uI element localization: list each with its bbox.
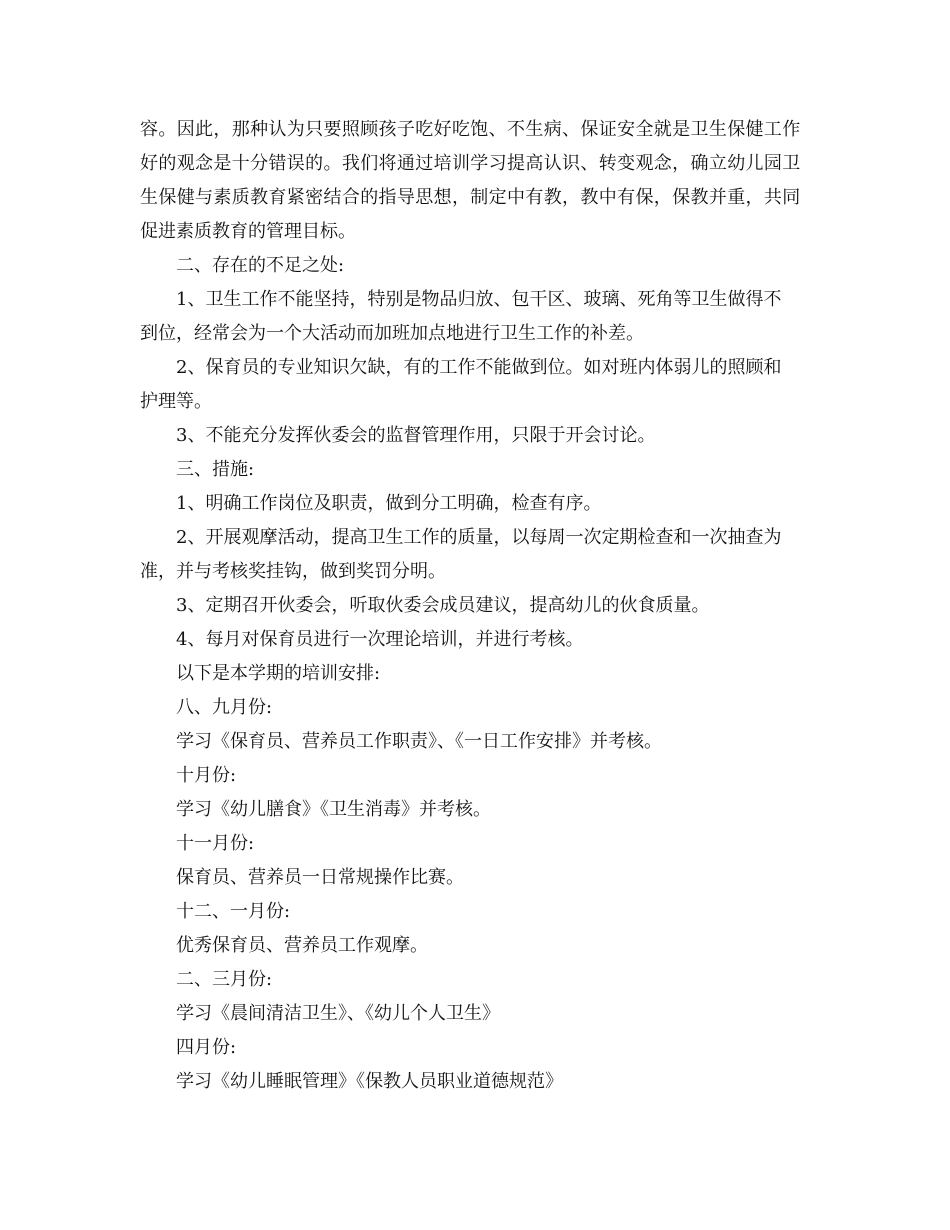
paragraph-line: 促进素质教育的管理目标。 xyxy=(140,221,356,242)
section-heading: 三、措施: xyxy=(176,459,255,480)
paragraph-line: 1、明确工作岗位及职责，做到分工明确，检查有序。 xyxy=(176,493,602,514)
schedule-month: 八、九月份: xyxy=(176,697,273,718)
paragraph-line: 1、卫生工作不能坚持，特别是物品归放、包干区、玻璃、死角等卫生做得不 xyxy=(176,289,782,310)
paragraph-line: 3、不能充分发挥伙委会的监督管理作用，只限于开会讨论。 xyxy=(176,425,656,446)
schedule-item: 学习《幼儿膳食》《卫生消毒》并考核。 xyxy=(176,799,491,820)
paragraph-line: 3、定期召开伙委会，听取伙委会成员建议，提高幼儿的伙食质量。 xyxy=(176,595,710,616)
schedule-item: 保育员、营养员一日常规操作比赛。 xyxy=(176,867,464,888)
schedule-item: 优秀保育员、营养员工作观摩。 xyxy=(176,935,428,956)
paragraph-line: 以下是本学期的培训安排: xyxy=(176,663,381,684)
paragraph-line: 容。因此，那种认为只要照顾孩子吃好吃饱、不生病、保证安全就是卫生保健工作 xyxy=(140,119,801,140)
schedule-item: 学习《幼儿睡眠管理》《保教人员职业道德规范》 xyxy=(176,1071,563,1092)
paragraph-line: 2、保育员的专业知识欠缺，有的工作不能做到位。如对班内体弱儿的照顾和 xyxy=(176,357,782,378)
schedule-month: 十一月份: xyxy=(176,833,255,854)
paragraph-line: 护理等。 xyxy=(140,391,212,412)
paragraph-line: 生保健与素质教育紧密结合的指导思想，制定中有教，教中有保，保教并重，共同 xyxy=(140,187,801,208)
paragraph-line: 准，并与考核奖挂钩，做到奖罚分明。 xyxy=(140,561,446,582)
section-heading: 二、存在的不足之处: xyxy=(176,255,345,276)
schedule-month: 四月份: xyxy=(176,1037,237,1058)
schedule-month: 二、三月份: xyxy=(176,969,273,990)
schedule-month: 十月份: xyxy=(176,765,237,786)
paragraph-line: 到位，经常会为一个大活动而加班加点地进行卫生工作的补差。 xyxy=(140,323,644,344)
schedule-item: 学习《保育员、营养员工作职责》、《一日工作安排》并考核。 xyxy=(176,731,662,752)
paragraph-line: 2、开展观摩活动，提高卫生工作的质量，以每周一次定期检查和一次抽查为 xyxy=(176,527,782,548)
paragraph-line: 好的观念是十分错误的。我们将通过培训学习提高认识、转变观念，确立幼儿园卫 xyxy=(140,153,801,174)
schedule-item: 学习《晨间清洁卫生》、《幼儿个人卫生》 xyxy=(176,1003,500,1024)
schedule-month: 十二、一月份: xyxy=(176,901,291,922)
paragraph-line: 4、每月对保育员进行一次理论培训，并进行考核。 xyxy=(176,629,584,650)
